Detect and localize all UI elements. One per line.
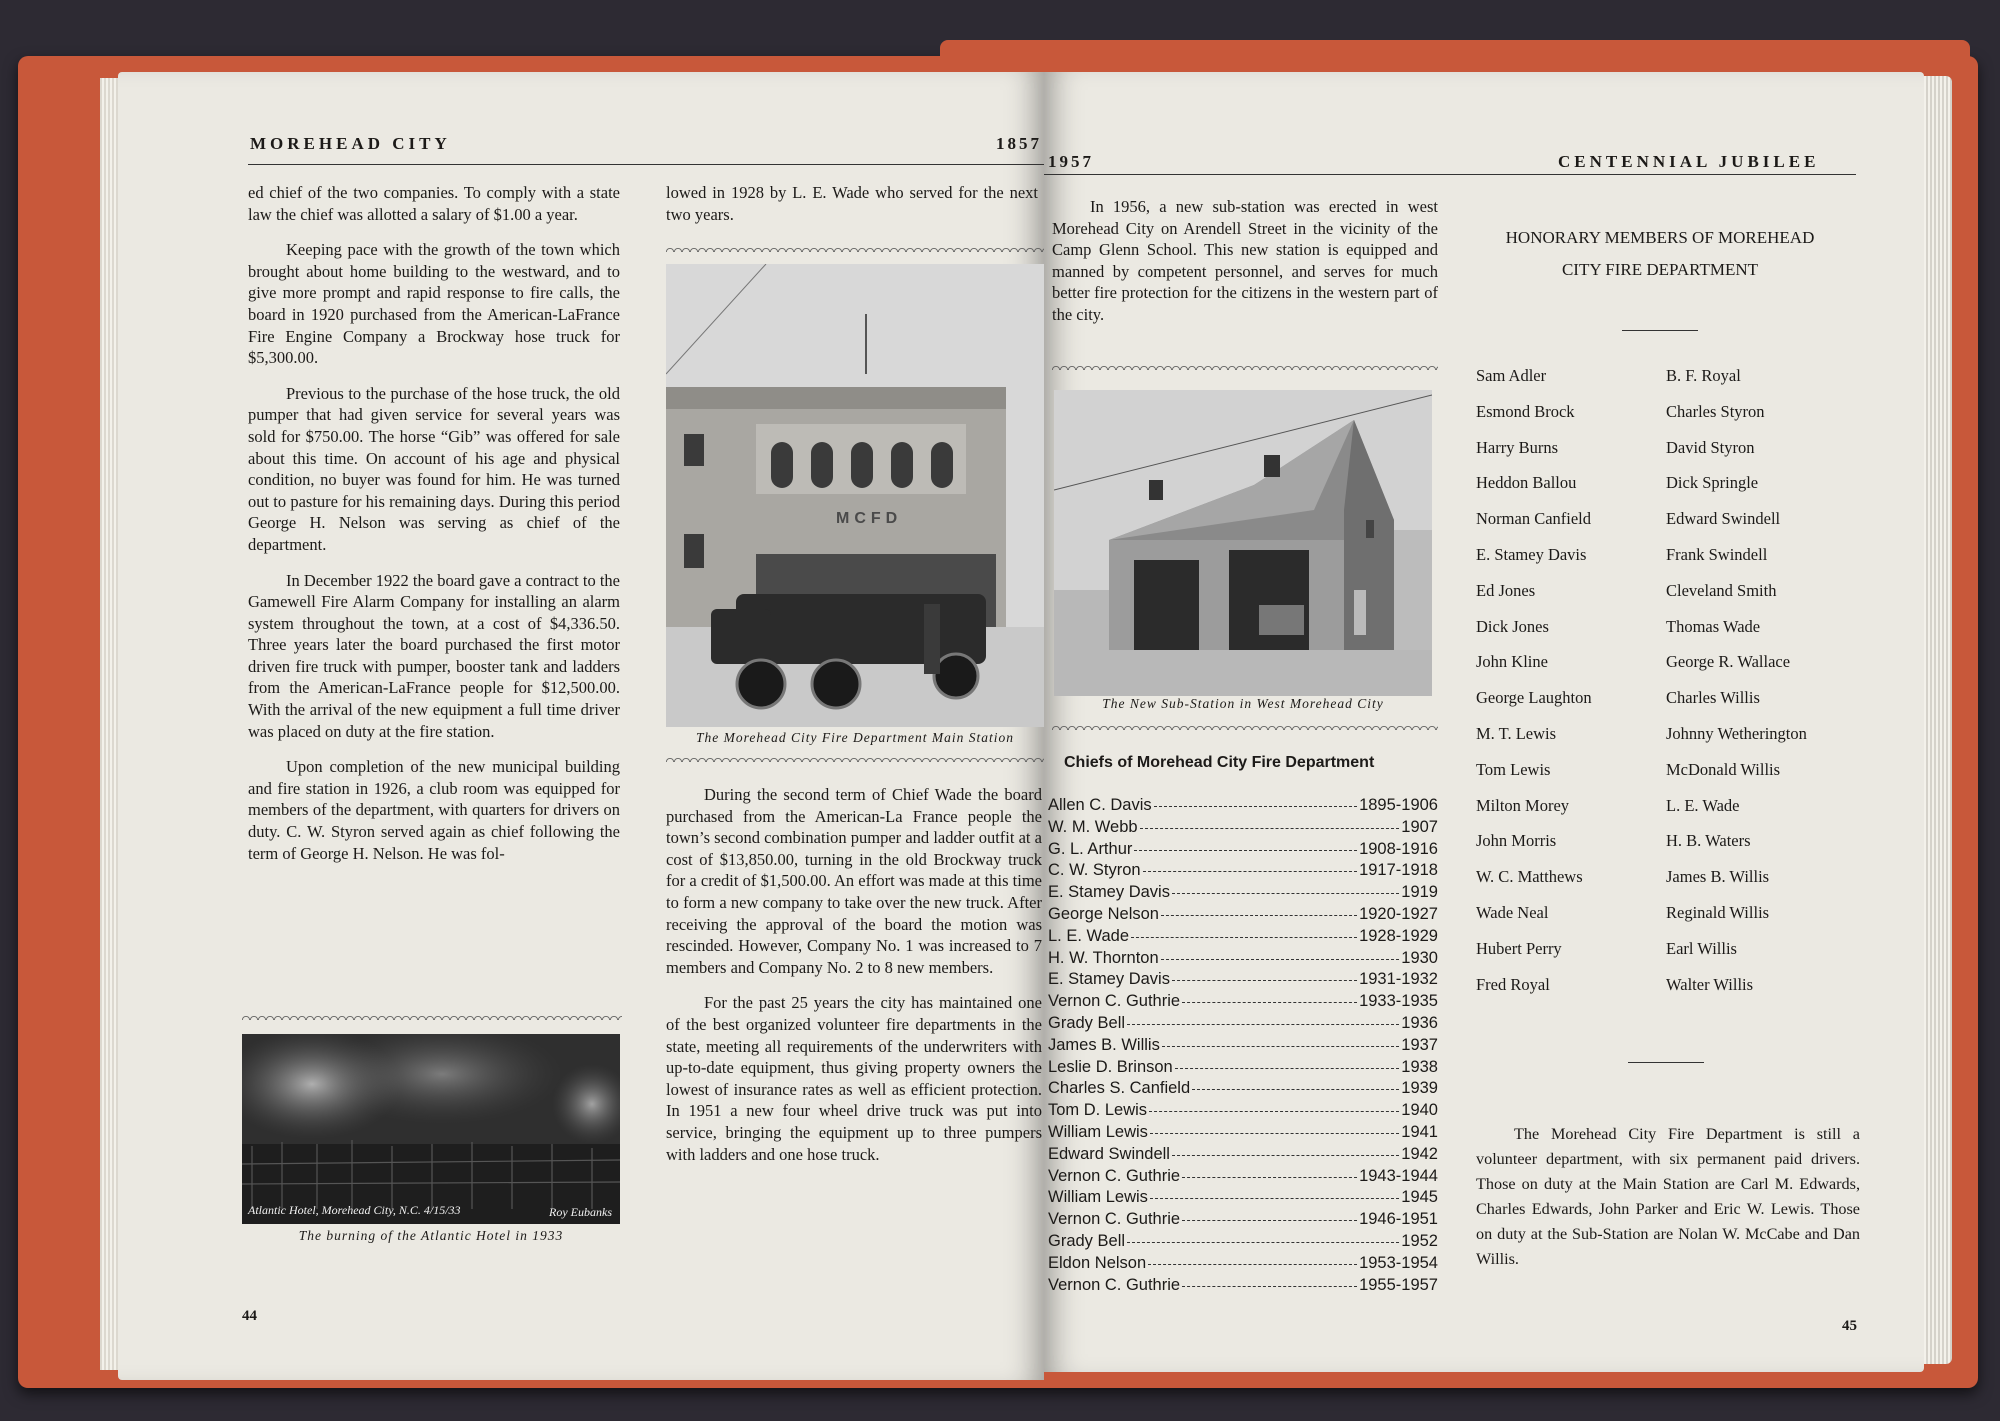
chief-name: Edward Swindell — [1048, 1144, 1170, 1163]
chief-years: 1946-1951 — [1359, 1210, 1438, 1229]
paragraph: In 1956, a new sub-station was erected in west Morehead City on Arendell Street in the vicinity of the Camp Glenn School. This new station is equipped and manned by competent personnel, and serves for much better fire protection for the citizens in the western part of the city. — [1052, 197, 1438, 324]
honorary-member: Dick Jones — [1476, 616, 1549, 636]
honorary-member: W. C. Matthews — [1476, 867, 1583, 887]
chief-name: Grady Bell — [1048, 1014, 1126, 1032]
chief-row — [1048, 1079, 1438, 1098]
chief-row — [1048, 861, 1438, 880]
chiefs-title: Chiefs of Morehead City Fire Department — [1064, 754, 1375, 771]
main-station-caption: The Morehead City Fire Department Main Station — [696, 730, 1014, 745]
chief-years: 1938 — [1401, 1057, 1438, 1076]
leader-dots — [1140, 828, 1400, 829]
left-column-2-top — [666, 182, 1038, 239]
honorary-member: Edward Swindell — [1666, 509, 1781, 529]
honorary-member: Harry Burns — [1476, 437, 1559, 457]
leader-dots — [1175, 1068, 1400, 1069]
chief-row — [1048, 927, 1438, 946]
honorary-member: Earl Willis — [1666, 938, 1737, 958]
atlantic-hotel-photo-image — [242, 1034, 620, 1224]
page-edges-right — [1924, 76, 1952, 1364]
chief-row — [1048, 1145, 1438, 1164]
chief-row — [1048, 949, 1438, 968]
wavy-divider — [666, 244, 1044, 252]
chief-years: 1920-1927 — [1359, 905, 1438, 923]
atlantic-hotel-signature: Roy Eubanks — [549, 1205, 612, 1219]
atlantic-hotel-inscription: Atlantic Hotel, Morehead City, N.C. 4/15/33 — [248, 1203, 461, 1217]
chief-row — [1048, 1101, 1438, 1120]
left-page-number: 44 — [242, 1308, 257, 1324]
substation-photo — [1054, 390, 1432, 696]
chief-years: 1943-1944 — [1359, 1166, 1438, 1185]
main-station-photo-image — [666, 264, 1044, 727]
honorary-member: Dick Springle — [1666, 473, 1759, 493]
leader-dots — [1134, 850, 1357, 851]
leader-dots — [1182, 1177, 1357, 1178]
honorary-member: Heddon Ballou — [1476, 473, 1577, 493]
honorary-member: Frank Swindell — [1666, 544, 1768, 564]
wavy-divider — [666, 754, 1044, 762]
right-column-1-top — [1052, 196, 1438, 340]
chief-name: Grady Bell — [1048, 1232, 1126, 1250]
page-edges-left — [100, 78, 120, 1370]
honorary-member: Tom Lewis — [1476, 759, 1551, 779]
paragraph: In December 1922 the board gave a contract to the Gamewell Fire Alarm Company for installing an alarm system throughout the town, at a cost of $4,336.50. Three years later the board purchased the first motor driven fire truck with pumper, booster tank and ladders from the American-LaFrance people for $12,500.00. With the arrival of the new equipment a full time driver was placed on duty at the fire station. — [248, 570, 620, 741]
left-header-rule — [248, 164, 1044, 165]
chief-name: William Lewis — [1048, 1188, 1148, 1207]
main-station-photo — [666, 264, 1044, 727]
chief-years: 1941 — [1401, 1123, 1438, 1141]
honorary-member: L. E. Wade — [1666, 795, 1740, 815]
chief-name: Tom D. Lewis — [1048, 1101, 1148, 1120]
left-page — [118, 72, 1044, 1380]
leader-dots — [1182, 1286, 1357, 1287]
leader-dots — [1172, 980, 1357, 981]
honorary-member: Reginald Willis — [1666, 902, 1770, 922]
right-page — [1044, 72, 1924, 1372]
honorary-member: John Kline — [1476, 652, 1548, 672]
chief-years: 1930 — [1401, 948, 1438, 967]
chief-name: Charles S. Canfield — [1048, 1079, 1191, 1098]
chief-row — [1048, 970, 1438, 989]
chief-years: 1933-1935 — [1359, 992, 1438, 1011]
chief-years: 1928-1929 — [1359, 926, 1438, 945]
chief-name: Vernon C. Guthrie — [1048, 1166, 1181, 1185]
leader-dots — [1192, 1089, 1399, 1090]
honorary-member: B. F. Royal — [1666, 366, 1741, 385]
honorary-member: James B. Willis — [1666, 867, 1770, 887]
leader-dots — [1161, 915, 1357, 916]
honorary-member: Thomas Wade — [1666, 616, 1761, 636]
right-header-year: 1957 — [1048, 152, 1094, 171]
honorary-member: Walter Willis — [1666, 974, 1754, 994]
left-column-1 — [248, 182, 620, 878]
chief-row — [1048, 1254, 1438, 1273]
chief-years: 1952 — [1401, 1232, 1438, 1250]
leader-dots — [1143, 871, 1357, 872]
chief-row — [1048, 1123, 1438, 1142]
leader-dots — [1127, 1242, 1399, 1243]
honorary-member: George R. Wallace — [1666, 652, 1791, 672]
chief-row — [1048, 992, 1438, 1011]
honorary-member: McDonald Willis — [1666, 759, 1781, 779]
chief-row — [1048, 1167, 1438, 1186]
leader-dots — [1172, 1155, 1399, 1156]
honorary-title-line-2: CITY FIRE DEPARTMENT — [1561, 260, 1759, 279]
leader-dots — [1150, 1198, 1399, 1199]
chief-row — [1048, 1276, 1438, 1295]
paragraph: Keeping pace with the growth of the town which brought about home building to the westward, and to give more prompt and rapid response to fire calls, the board in 1920 purchased from the American-LaFrance Fire Engine Company a Brockway hose truck for $5,300.00. — [248, 240, 620, 368]
leader-dots — [1148, 1264, 1357, 1265]
chief-years: 1907 — [1401, 817, 1438, 836]
atlantic-hotel-caption: The burning of the Atlantic Hotel in 1933 — [298, 1228, 564, 1243]
paragraph: Previous to the purchase of the hose truck, the old pumper that had given service for several years was sold for $750.00. The horse “Gib” was offered for sale about this time. On account of his age and physical condition, no buyer was found for him. He was turned out to pasture for his remaining days. During this period George H. Nelson was serving as chief of the department. — [248, 383, 620, 554]
leader-dots — [1154, 806, 1357, 807]
paragraph: During the second term of Chief Wade the board purchased from the American-La France people the town’s second combination pumper and ladder outfit at a cost of $13,850.00, turning in the old Brockway truck for a credit of $1,500.00. An effort was made at this time to form a new company to take over the new truck. After receiving the approval of the board the motion was rescinded. However, Company No. 1 was increased to 7 members and Company No. 2 to 8 new members. — [666, 785, 1042, 977]
wavy-divider — [242, 1012, 622, 1020]
chief-years: 1937 — [1401, 1035, 1438, 1054]
chief-name: E. Stamey Davis — [1048, 883, 1170, 902]
chief-row — [1048, 883, 1438, 902]
chief-years: 1942 — [1401, 1144, 1438, 1163]
paragraph: ed chief of the two companies. To comply with a state law the chief was allotted a salary of $1.00 a year. — [248, 183, 620, 224]
chief-years: 1895-1906 — [1359, 796, 1438, 814]
honorary-member: Wade Neal — [1476, 902, 1549, 922]
wavy-divider — [1052, 722, 1438, 730]
honorary-member: Charles Styron — [1666, 401, 1765, 421]
chief-row — [1048, 1036, 1438, 1055]
honorary-column-1 — [1476, 366, 1592, 1010]
honorary-member: George Laughton — [1476, 688, 1592, 708]
chief-name: James B. Willis — [1048, 1035, 1160, 1054]
leader-dots — [1162, 1046, 1399, 1047]
chief-name: Eldon Nelson — [1048, 1253, 1147, 1272]
honorary-member: Charles Willis — [1666, 688, 1760, 708]
leader-dots — [1127, 1024, 1399, 1025]
short-rule — [1622, 330, 1698, 331]
honorary-member: Johnny Wetherington — [1666, 723, 1807, 743]
chief-name: W. M. Webb — [1048, 817, 1138, 836]
chief-years: 1908-1916 — [1359, 839, 1438, 858]
chief-name: Vernon C. Guthrie — [1048, 1275, 1181, 1294]
honorary-member: Milton Morey — [1476, 795, 1570, 815]
honorary-member: David Styron — [1666, 437, 1755, 457]
chief-years: 1931-1932 — [1359, 970, 1438, 989]
left-header-year: 1857 — [996, 134, 1042, 153]
chief-name: H. W. Thornton — [1048, 948, 1159, 967]
honorary-column-2 — [1666, 366, 1807, 1010]
leader-dots — [1182, 1220, 1357, 1221]
honorary-member: H. B. Waters — [1666, 831, 1751, 851]
chief-row — [1048, 796, 1438, 815]
chief-row — [1048, 1232, 1438, 1251]
honorary-member: Sam Adler — [1476, 366, 1547, 385]
left-column-2 — [666, 784, 1042, 1179]
left-header-title: MOREHEAD CITY — [250, 134, 451, 153]
leader-dots — [1131, 937, 1357, 938]
chief-row — [1048, 1210, 1438, 1229]
honorary-member: John Morris — [1476, 831, 1557, 851]
paragraph: lowed in 1928 by L. E. Wade who served for the next two years. — [666, 183, 1038, 224]
honorary-member: Ed Jones — [1476, 580, 1536, 600]
station-sign: MCFD — [836, 510, 903, 527]
atlantic-hotel-photo — [242, 1034, 620, 1224]
honorary-member: Fred Royal — [1476, 974, 1550, 994]
chief-name: G. L. Arthur — [1048, 839, 1133, 858]
chief-years: 1919 — [1401, 883, 1438, 902]
chief-row — [1048, 1058, 1438, 1077]
chief-row — [1048, 818, 1438, 837]
chief-name: Vernon C. Guthrie — [1048, 1210, 1181, 1229]
substation-photo-image — [1054, 390, 1432, 696]
chief-years: 1917-1918 — [1359, 861, 1438, 880]
chief-years: 1955-1957 — [1359, 1275, 1438, 1294]
honorary-member: Hubert Perry — [1476, 938, 1562, 958]
chief-years: 1939 — [1401, 1079, 1438, 1098]
chief-years: 1953-1954 — [1359, 1253, 1438, 1272]
chief-name: William Lewis — [1048, 1123, 1148, 1141]
honorary-member: Cleveland Smith — [1666, 580, 1777, 600]
chief-row — [1048, 905, 1438, 924]
leader-dots — [1172, 893, 1399, 894]
short-rule — [1628, 1062, 1704, 1063]
right-header-title: CENTENNIAL JUBILEE — [1558, 152, 1820, 171]
paragraph: For the past 25 years the city has maintained one of the best organized volunteer fire departments in the state, meeting all requirements of the underwriters with up-to-date equipment, thus giving property owners the lowest of insurance rates as well as efficient protection. In 1951 a new four wheel drive truck was put into service, bringing the equipment up to three pumpers with ladders and one hose truck. — [666, 993, 1042, 1164]
closing-paragraph: The Morehead City Fire Department is still a volunteer department, with six permanent paid drivers. Those on duty at the Main Station are Carl M. Edwards, Charles Edwards, John Parker and Eric W. Lewis. Those on duty at the Sub-Station are Nolan W. McCabe and Dan Willis. — [1476, 1125, 1860, 1268]
chief-years: 1940 — [1401, 1101, 1438, 1120]
chief-name: C. W. Styron — [1048, 861, 1141, 880]
honorary-member: E. Stamey Davis — [1476, 544, 1587, 564]
leader-dots — [1150, 1133, 1399, 1134]
chief-name: Leslie D. Brinson — [1048, 1057, 1173, 1076]
chief-name: E. Stamey Davis — [1048, 970, 1170, 989]
leader-dots — [1161, 959, 1400, 960]
chief-years: 1936 — [1401, 1014, 1438, 1032]
chief-row — [1048, 1014, 1438, 1033]
chief-row — [1048, 1188, 1438, 1207]
chief-name: Vernon C. Guthrie — [1048, 992, 1181, 1011]
right-header-rule — [1044, 174, 1856, 175]
honorary-member: Esmond Brock — [1476, 401, 1575, 421]
chief-name: George Nelson — [1048, 905, 1159, 923]
chief-row — [1048, 840, 1438, 859]
chief-name: Allen C. Davis — [1048, 796, 1152, 814]
right-page-number: 45 — [1842, 1318, 1857, 1334]
honorary-title-line-1: HONORARY MEMBERS OF MOREHEAD — [1505, 228, 1815, 247]
wavy-divider — [1052, 362, 1438, 370]
closing-paragraph-block — [1476, 1122, 1860, 1286]
substation-caption: The New Sub-Station in West Morehead City — [1102, 696, 1384, 711]
chief-years: 1945 — [1401, 1188, 1438, 1207]
paragraph: Upon completion of the new municipal building and fire station in 1926, a club room was equipped for members of the department, with quarters for drivers on duty. C. W. Styron served again as chief following the term of George H. Nelson. He was fol- — [248, 757, 620, 863]
honorary-member: M. T. Lewis — [1476, 723, 1557, 743]
leader-dots — [1182, 1002, 1357, 1003]
honorary-member: Norman Canfield — [1476, 509, 1592, 529]
leader-dots — [1149, 1111, 1399, 1112]
chief-name: L. E. Wade — [1048, 926, 1130, 945]
honorary-title — [1450, 222, 1870, 286]
